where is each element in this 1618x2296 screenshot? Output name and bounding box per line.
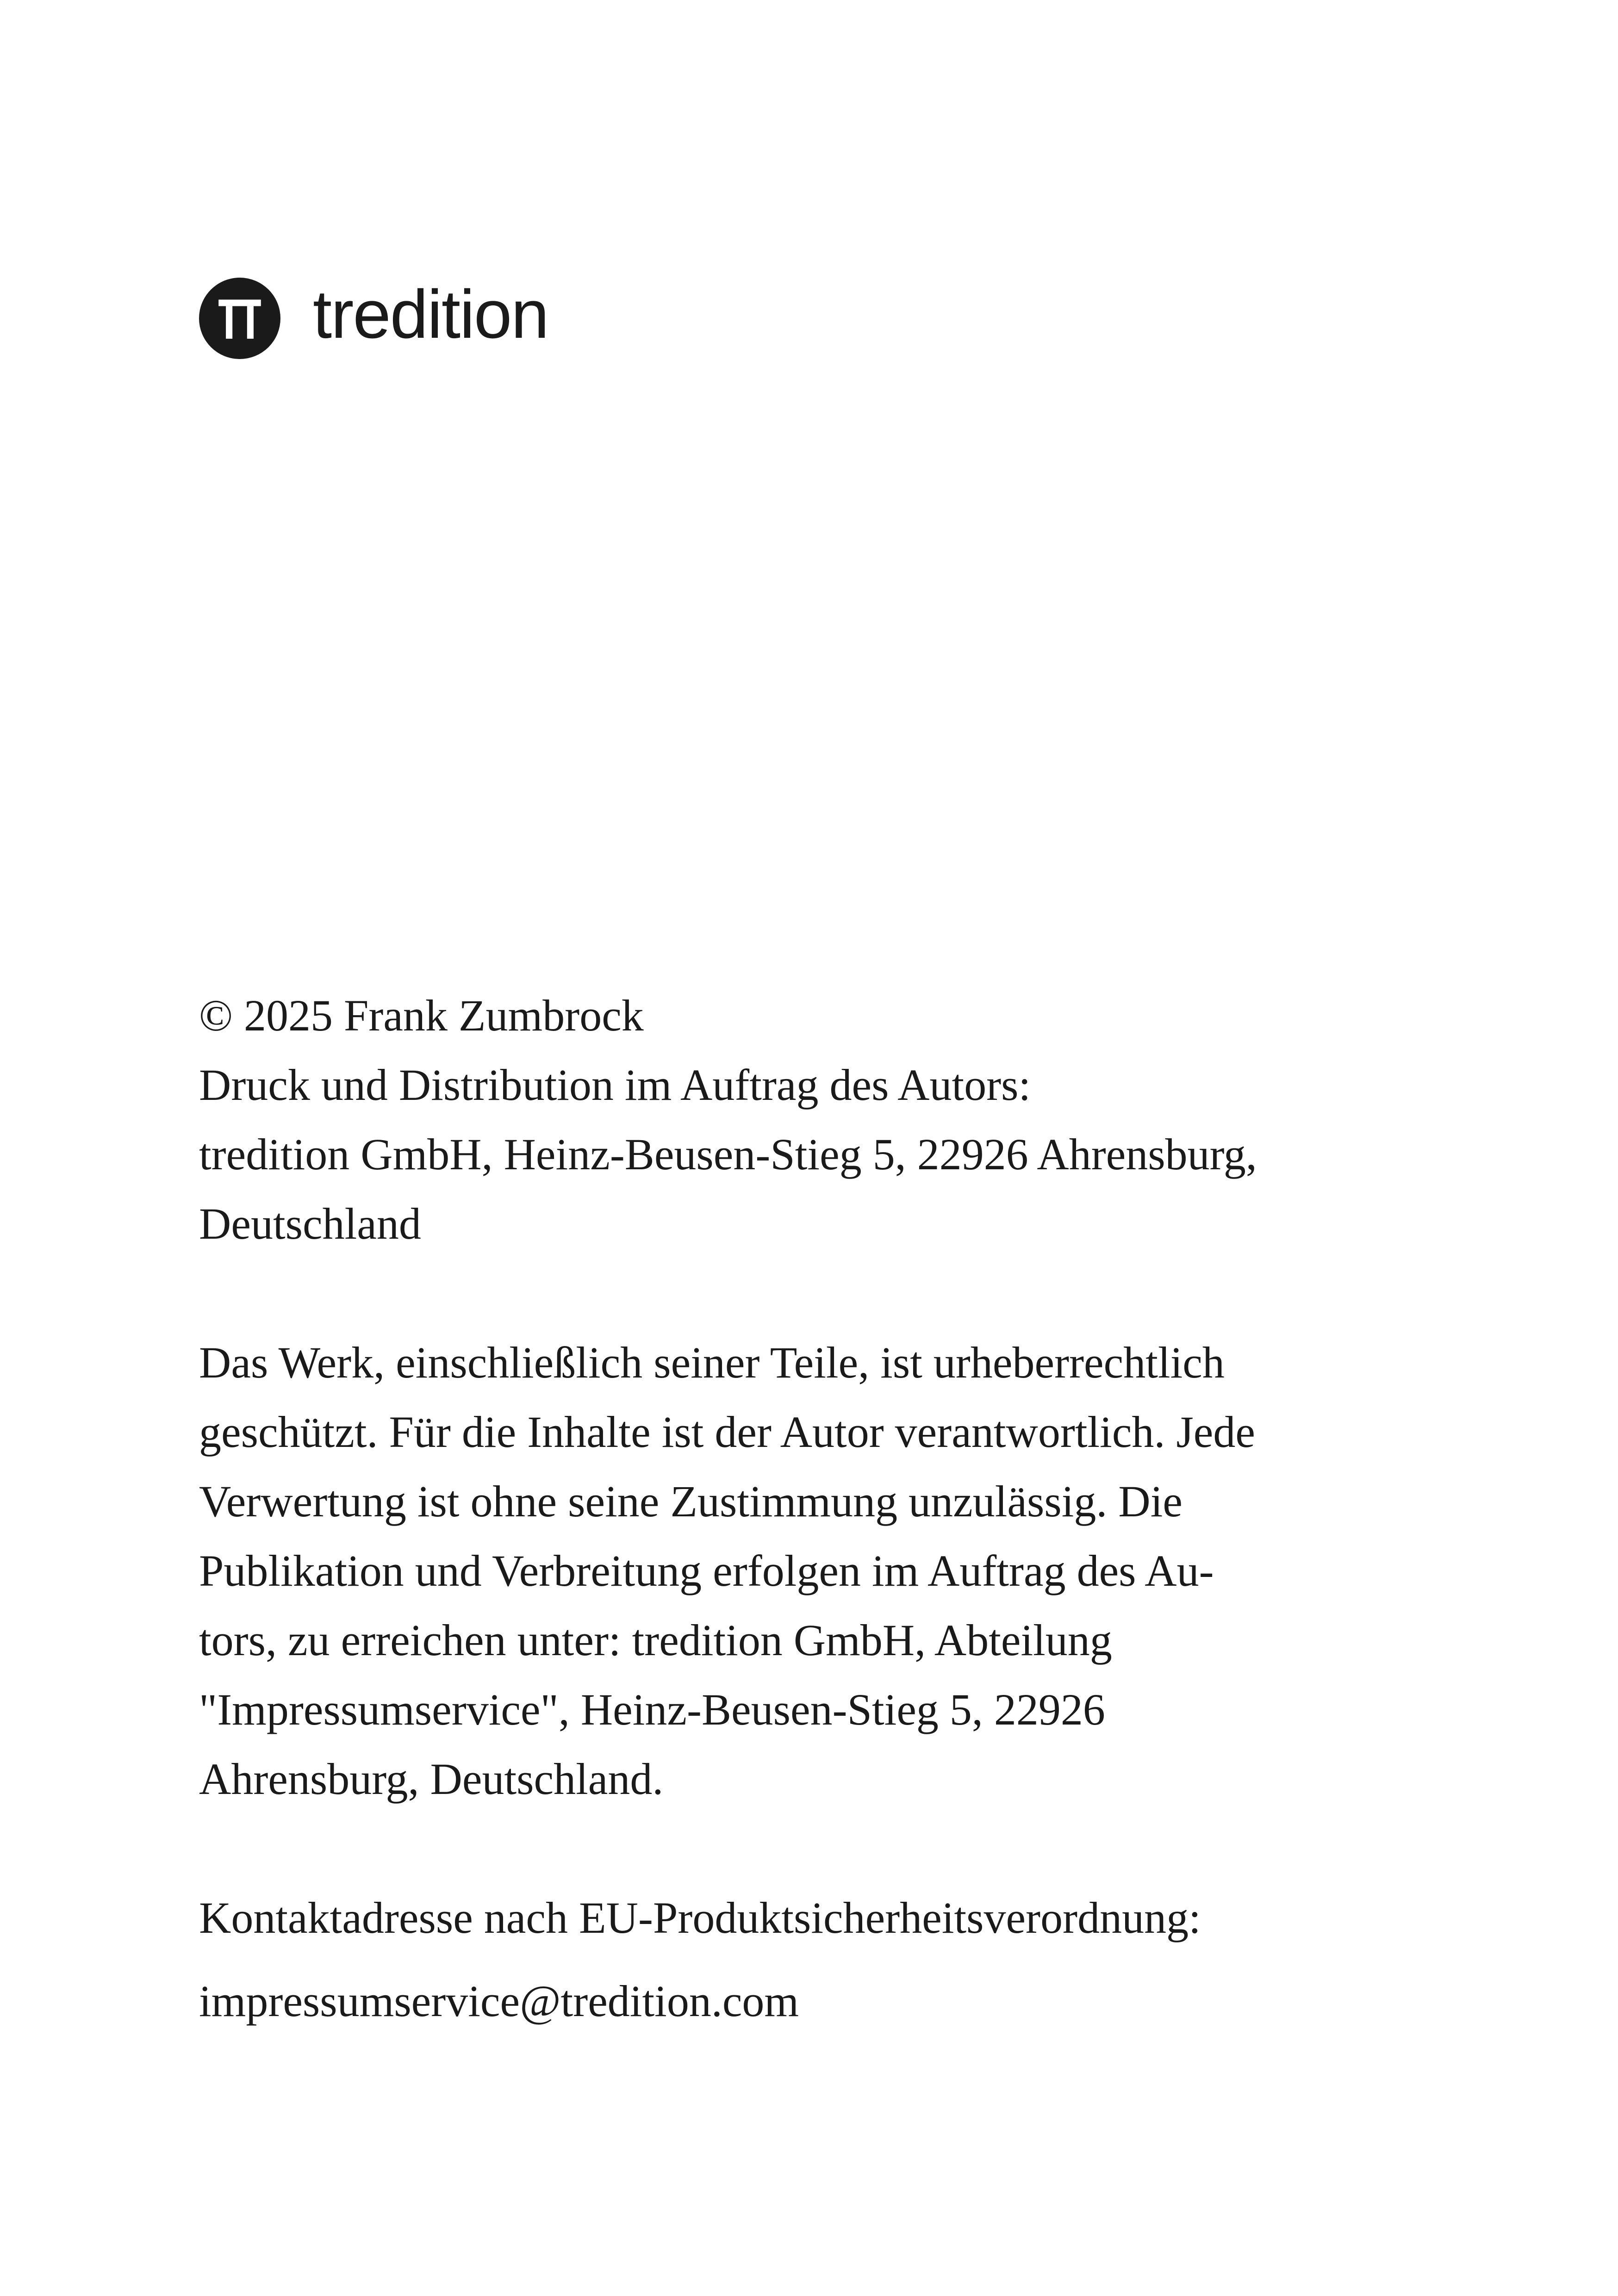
publisher-address-line: tredition GmbH, Heinz-Beusen-Stieg 5, 22926 Ahrensburg, [199,1129,1257,1179]
legal-text-line: Publikation und Verbreitung erfolgen im Auftrag des Au- [199,1546,1214,1595]
contact-email: impressumservice@tredition.com [199,1976,799,2026]
legal-text-line: tors, zu erreichen unter: tredition GmbH, Abteilung [199,1615,1112,1665]
legal-text-line: geschützt. Für die Inhalte ist der Autor verantwortlich. Jede [199,1407,1256,1457]
tredition-logo-icon [199,278,280,359]
legal-text-line: Das Werk, einschließlich seiner Teile, ist urheberrechtlich [199,1338,1225,1387]
publisher-logo [199,278,548,359]
paragraph-spacer [199,1259,1449,1328]
copyright-line: © 2025 Frank Zumbrock [199,991,644,1040]
legal-text-line: "Impressumservice", Heinz-Beusen-Stieg 5, 22926 [199,1685,1105,1734]
legal-text-line: Verwertung ist ohne seine Zustimmung unzulässig. Die [199,1477,1182,1526]
publisher-address-line: Deutschland [199,1199,421,1248]
print-distribution-line: Druck und Distribution im Auftrag des Autors: [199,1060,1031,1110]
contact-label: Kontaktadresse nach EU-Produktsicherheitsverordnung: [199,1893,1201,1942]
legal-text-line: Ahrensburg, Deutschland. [199,1754,664,1804]
paragraph-spacer [199,1814,1449,1883]
logo-wordmark: tredition [313,276,548,353]
imprint-block [199,981,1449,2036]
